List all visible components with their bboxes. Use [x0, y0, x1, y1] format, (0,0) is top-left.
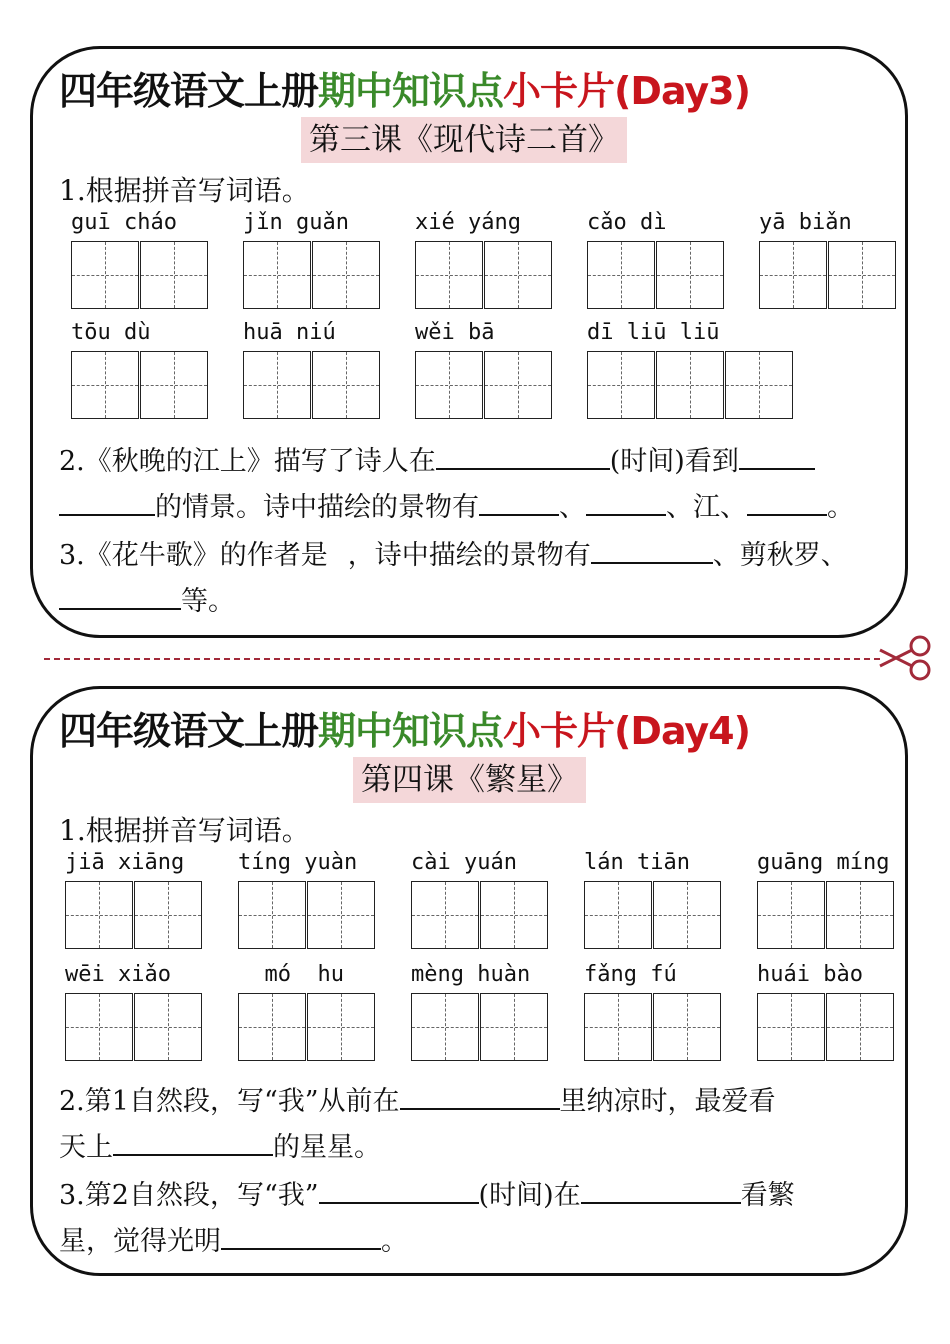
answer-blank[interactable] — [581, 1174, 741, 1204]
writing-box[interactable] — [484, 351, 552, 419]
answer-blank[interactable] — [59, 580, 181, 610]
writing-box[interactable] — [65, 993, 133, 1061]
writing-box[interactable] — [415, 351, 483, 419]
writing-box[interactable] — [757, 993, 825, 1061]
writing-box[interactable] — [243, 241, 311, 309]
lesson-title: 第三课《现代诗二首》 — [301, 117, 627, 163]
writing-box[interactable] — [484, 241, 552, 309]
writing-box[interactable] — [411, 993, 479, 1061]
writing-box[interactable] — [653, 881, 721, 949]
writing-box[interactable] — [140, 351, 208, 419]
answer-blank[interactable] — [59, 486, 155, 516]
card-title: 四年级语文上册期中知识点小卡片(Day3) — [59, 69, 750, 113]
writing-box[interactable] — [480, 993, 548, 1061]
writing-box[interactable] — [587, 241, 655, 309]
writing-box[interactable] — [656, 351, 724, 419]
question-3: 3.《花牛歌》的作者是 ，诗中描绘的景物有 、剪秋罗、 等。 — [59, 533, 909, 625]
writing-box[interactable] — [71, 351, 139, 419]
question-2: 2.《秋晚的江上》描写了诗人在 (时间)看到 的情景。诗中描绘的景物有 、 、江、 。 — [59, 439, 909, 531]
writing-box[interactable] — [312, 241, 380, 309]
writing-box[interactable] — [411, 881, 479, 949]
question-2: 2.第1自然段，写“我”从前在 里纳凉时，最爱看 天上 的星星。 — [59, 1079, 909, 1171]
answer-blank[interactable] — [328, 536, 348, 564]
answer-blank[interactable] — [586, 486, 666, 516]
writing-box[interactable] — [307, 881, 375, 949]
answer-blank[interactable] — [739, 440, 815, 470]
writing-box[interactable] — [140, 241, 208, 309]
writing-box[interactable] — [307, 993, 375, 1061]
writing-box[interactable] — [653, 993, 721, 1061]
answer-blank[interactable] — [400, 1080, 560, 1110]
writing-box[interactable] — [759, 241, 827, 309]
writing-box[interactable] — [584, 993, 652, 1061]
answer-blank[interactable] — [591, 534, 713, 564]
answer-blank[interactable] — [747, 486, 827, 516]
question-1-label: 1.根据拼音写词语。 — [59, 174, 310, 207]
scissors-icon — [876, 632, 936, 684]
writing-box[interactable] — [584, 881, 652, 949]
writing-box[interactable] — [238, 993, 306, 1061]
writing-box[interactable] — [65, 881, 133, 949]
writing-box[interactable] — [757, 881, 825, 949]
answer-blank[interactable] — [479, 486, 559, 516]
writing-box[interactable] — [243, 351, 311, 419]
answer-blank[interactable] — [221, 1220, 381, 1250]
writing-box[interactable] — [828, 241, 896, 309]
writing-box[interactable] — [480, 881, 548, 949]
writing-box[interactable] — [134, 881, 202, 949]
writing-box[interactable] — [415, 241, 483, 309]
writing-box[interactable] — [238, 881, 306, 949]
writing-box[interactable] — [71, 241, 139, 309]
answer-blank[interactable] — [436, 440, 610, 470]
lesson-title: 第四课《繁星》 — [353, 757, 586, 803]
card-day3: 四年级语文上册期中知识点小卡片(Day3) 第三课《现代诗二首》 1.根据拼音写词语。 guī cháo jǐn guǎn xié yáng cǎo dì yā biǎn tōu dù huā niú wěi bā dī liū liū 2.《秋晚的江上》描写了诗人在 (时间)看到 的情景。诗中描绘的景物有 、 、江、 。 3.《花牛歌》的作者是 ，诗中描绘的景物有 、剪秋罗、 等。 — [30, 46, 908, 638]
writing-box[interactable] — [312, 351, 380, 419]
card-title: 四年级语文上册期中知识点小卡片(Day4) — [59, 709, 750, 753]
answer-blank[interactable] — [113, 1126, 273, 1156]
writing-box[interactable] — [134, 993, 202, 1061]
answer-blank[interactable] — [319, 1174, 479, 1204]
writing-box[interactable] — [656, 241, 724, 309]
writing-box[interactable] — [587, 351, 655, 419]
question-1-label: 1.根据拼音写词语。 — [59, 814, 310, 847]
writing-box[interactable] — [725, 351, 793, 419]
cut-line — [44, 658, 880, 660]
writing-box[interactable] — [826, 881, 894, 949]
question-3: 3.第2自然段，写“我” (时间)在 看繁 星，觉得光明 。 — [59, 1173, 909, 1265]
writing-box[interactable] — [826, 993, 894, 1061]
card-day4: 四年级语文上册期中知识点小卡片(Day4) 第四课《繁星》 1.根据拼音写词语。 jiā xiāng tíng yuàn cài yuán lán tiān guāng míng wēi xiǎo mó hu mèng huàn fǎng fú huái bào 2.第1自然段，写“我”从前在 里纳凉时，最爱看 天上 的星星。 3.第2自然段，写“我” (时间)在 看繁 星，觉得光明 。 — [30, 686, 908, 1276]
